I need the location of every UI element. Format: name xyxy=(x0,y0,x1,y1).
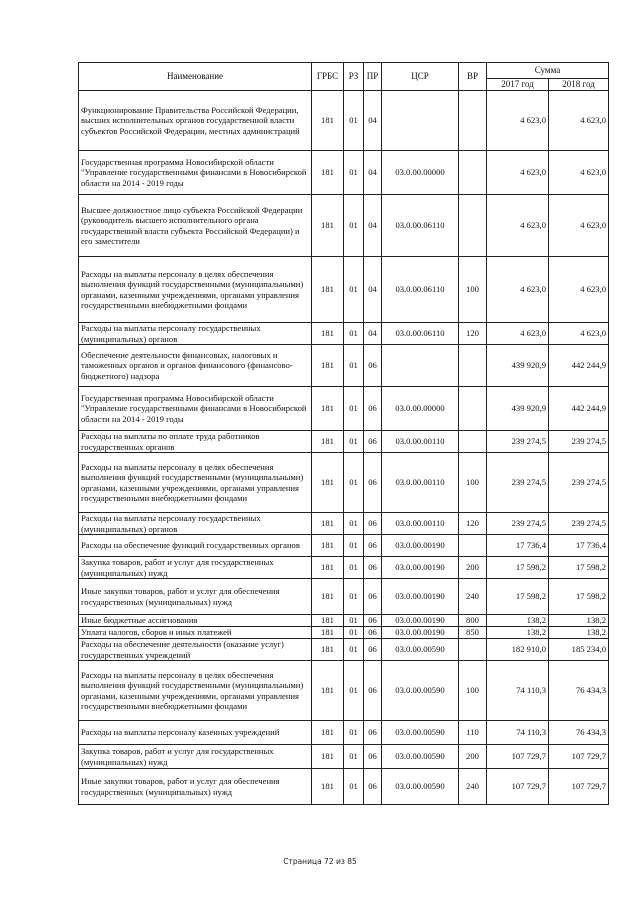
row-vr xyxy=(459,151,487,195)
row-csr: 03.0.00.00190 xyxy=(382,627,459,639)
row-vr xyxy=(459,535,487,557)
row-name: Высшее должностное лицо субъекта Российской Федерации (руководитель высшего исполнительного органа государственной власти субъекта Российской Федерации) и его заместители xyxy=(79,195,312,257)
row-csr: 03.0.00.00590 xyxy=(382,745,459,769)
row-sum-2018: 107 729,7 xyxy=(549,745,609,769)
row-pr: 06 xyxy=(364,453,382,513)
row-csr xyxy=(382,91,459,151)
row-name: Расходы на выплаты персоналу государственных (муниципальных) органов xyxy=(79,513,312,535)
row-csr: 03.0.00.00190 xyxy=(382,535,459,557)
table-row xyxy=(79,639,609,661)
row-name: Расходы на выплаты персоналу в целях обеспечения выполнения функций государственными (муниципальными) органами, казенными учреждениями, органами управления государственными внебюджетными фондами xyxy=(79,453,312,513)
row-sum-2018: 17 598,2 xyxy=(549,557,609,579)
row-sum-2018: 76 434,3 xyxy=(549,721,609,745)
row-pr: 06 xyxy=(364,387,382,431)
header-csr: ЦСР xyxy=(382,63,459,91)
row-vr: 200 xyxy=(459,557,487,579)
row-pr: 06 xyxy=(364,431,382,453)
row-vr xyxy=(459,195,487,257)
row-vr xyxy=(459,639,487,661)
row-grbs: 181 xyxy=(312,661,344,721)
row-vr: 850 xyxy=(459,627,487,639)
row-grbs: 181 xyxy=(312,769,344,805)
row-sum-2018: 442 244,9 xyxy=(549,387,609,431)
row-sum-2017: 239 274,5 xyxy=(487,513,549,535)
row-sum-2018: 17 598,2 xyxy=(549,579,609,615)
row-name: Государственная программа Новосибирской области "Управление государственными финансами в Новосибирской области на 2014 - 2019 годы xyxy=(79,151,312,195)
row-vr: 100 xyxy=(459,661,487,721)
row-csr: 03.0.00.00110 xyxy=(382,513,459,535)
row-vr: 100 xyxy=(459,257,487,323)
row-pr: 04 xyxy=(364,323,382,345)
row-name: Закупка товаров, работ и услуг для государственных (муниципальных) нужд xyxy=(79,745,312,769)
row-name: Иные закупки товаров, работ и услуг для обеспечения государственных (муниципальных) нужд xyxy=(79,769,312,805)
row-grbs: 181 xyxy=(312,323,344,345)
row-name: Расходы на выплаты по оплате труда работников государственных органов xyxy=(79,431,312,453)
header-year-2017: 2017 год xyxy=(487,79,549,91)
row-grbs: 181 xyxy=(312,579,344,615)
row-sum-2018: 17 736,4 xyxy=(549,535,609,557)
row-rz: 01 xyxy=(344,453,364,513)
row-vr: 240 xyxy=(459,579,487,615)
row-grbs: 181 xyxy=(312,345,344,387)
table-row xyxy=(79,513,609,535)
table-header xyxy=(79,63,609,91)
table-row xyxy=(79,91,609,151)
row-sum-2018: 4 623,0 xyxy=(549,257,609,323)
row-vr xyxy=(459,345,487,387)
row-sum-2018: 4 623,0 xyxy=(549,195,609,257)
row-sum-2017: 182 910,0 xyxy=(487,639,549,661)
row-grbs: 181 xyxy=(312,557,344,579)
table-row xyxy=(79,257,609,323)
row-csr: 03.0.00.00590 xyxy=(382,769,459,805)
row-vr xyxy=(459,91,487,151)
table-row xyxy=(79,557,609,579)
row-rz: 01 xyxy=(344,91,364,151)
row-csr: 03.0.00.00190 xyxy=(382,615,459,627)
row-name: Обеспечение деятельности финансовых, налоговых и таможенных органов и органов финансового (финансово-бюджетного) надзора xyxy=(79,345,312,387)
row-rz: 01 xyxy=(344,661,364,721)
page-number: Страница 72 из 85 xyxy=(283,857,357,866)
row-grbs: 181 xyxy=(312,151,344,195)
table-row xyxy=(79,431,609,453)
row-grbs: 181 xyxy=(312,535,344,557)
row-pr: 06 xyxy=(364,579,382,615)
row-grbs: 181 xyxy=(312,431,344,453)
header-sum: Сумма xyxy=(487,63,609,79)
row-sum-2018: 76 434,3 xyxy=(549,661,609,721)
row-grbs: 181 xyxy=(312,453,344,513)
row-sum-2018: 185 234,0 xyxy=(549,639,609,661)
row-rz: 01 xyxy=(344,513,364,535)
table-row xyxy=(79,579,609,615)
row-vr xyxy=(459,431,487,453)
row-name: Функционирование Правительства Российской Федерации, высших исполнительных органов государственной власти субъектов Российской Федерации, местных администраций xyxy=(79,91,312,151)
row-name: Расходы на обеспечение функций государственных органов xyxy=(79,535,312,557)
table-row xyxy=(79,453,609,513)
row-grbs: 181 xyxy=(312,745,344,769)
row-rz: 01 xyxy=(344,627,364,639)
budget-table xyxy=(78,62,609,805)
row-rz: 01 xyxy=(344,579,364,615)
row-rz: 01 xyxy=(344,323,364,345)
row-sum-2018: 4 623,0 xyxy=(549,151,609,195)
row-sum-2017: 439 920,9 xyxy=(487,387,549,431)
row-name: Иные закупки товаров, работ и услуг для обеспечения государственных (муниципальных) нужд xyxy=(79,579,312,615)
row-grbs: 181 xyxy=(312,721,344,745)
table-row xyxy=(79,745,609,769)
row-grbs: 181 xyxy=(312,627,344,639)
header-name: Наименование xyxy=(79,63,312,91)
header-vr: ВР xyxy=(459,63,487,91)
row-pr: 06 xyxy=(364,769,382,805)
row-vr xyxy=(459,387,487,431)
row-vr: 240 xyxy=(459,769,487,805)
row-sum-2017: 4 623,0 xyxy=(487,323,549,345)
table-row xyxy=(79,769,609,805)
row-csr: 03.0.00.06110 xyxy=(382,323,459,345)
row-sum-2017: 107 729,7 xyxy=(487,745,549,769)
row-csr: 03.0.00.00590 xyxy=(382,721,459,745)
row-sum-2017: 239 274,5 xyxy=(487,453,549,513)
row-pr: 04 xyxy=(364,257,382,323)
row-name: Государственная программа Новосибирской области "Управление государственными финансами в Новосибирской области на 2014 - 2019 годы xyxy=(79,387,312,431)
row-pr: 04 xyxy=(364,195,382,257)
row-pr: 06 xyxy=(364,721,382,745)
row-sum-2018: 239 274,5 xyxy=(549,453,609,513)
row-pr: 06 xyxy=(364,535,382,557)
row-grbs: 181 xyxy=(312,513,344,535)
row-csr: 03.0.00.00590 xyxy=(382,639,459,661)
row-sum-2018: 239 274,5 xyxy=(549,513,609,535)
row-rz: 01 xyxy=(344,639,364,661)
row-csr: 03.0.00.00000 xyxy=(382,387,459,431)
row-sum-2018: 138,2 xyxy=(549,627,609,639)
header-pr: ПР xyxy=(364,63,382,91)
row-name: Расходы на выплаты персоналу государственных (муниципальных) органов xyxy=(79,323,312,345)
table-row xyxy=(79,721,609,745)
row-sum-2017: 138,2 xyxy=(487,627,549,639)
row-rz: 01 xyxy=(344,535,364,557)
row-sum-2018: 138,2 xyxy=(549,615,609,627)
table-row xyxy=(79,615,609,627)
row-pr: 06 xyxy=(364,615,382,627)
table-row xyxy=(79,661,609,721)
row-name: Иные бюджетные ассигнования xyxy=(79,615,312,627)
row-grbs: 181 xyxy=(312,639,344,661)
row-sum-2017: 17 598,2 xyxy=(487,579,549,615)
row-pr: 06 xyxy=(364,639,382,661)
row-sum-2018: 4 623,0 xyxy=(549,91,609,151)
row-rz: 01 xyxy=(344,257,364,323)
row-name: Расходы на выплаты персоналу в целях обеспечения выполнения функций государственными (муниципальными) органами, казенными учреждениями, органами управления государственными внебюджетными фондами xyxy=(79,661,312,721)
row-name: Закупка товаров, работ и услуг для государственных (муниципальных) нужд xyxy=(79,557,312,579)
row-vr: 120 xyxy=(459,323,487,345)
row-grbs: 181 xyxy=(312,91,344,151)
header-grbs: ГРБС xyxy=(312,63,344,91)
row-rz: 01 xyxy=(344,557,364,579)
row-name: Расходы на выплаты персоналу в целях обеспечения выполнения функций государственными (муниципальными) органами, казенными учреждениями, органами управления государственными внебюджетными фондами xyxy=(79,257,312,323)
table-row xyxy=(79,323,609,345)
row-sum-2017: 4 623,0 xyxy=(487,151,549,195)
row-rz: 01 xyxy=(344,615,364,627)
row-rz: 01 xyxy=(344,387,364,431)
table-body xyxy=(79,91,609,805)
row-rz: 01 xyxy=(344,431,364,453)
row-vr: 800 xyxy=(459,615,487,627)
row-sum-2018: 239 274,5 xyxy=(549,431,609,453)
row-csr: 03.0.00.06110 xyxy=(382,257,459,323)
header-rz: РЗ xyxy=(344,63,364,91)
row-csr: 03.0.00.00110 xyxy=(382,453,459,513)
row-pr: 06 xyxy=(364,513,382,535)
row-sum-2017: 107 729,7 xyxy=(487,769,549,805)
row-pr: 04 xyxy=(364,151,382,195)
table-row xyxy=(79,195,609,257)
row-csr: 03.0.00.00590 xyxy=(382,661,459,721)
row-sum-2017: 17 736,4 xyxy=(487,535,549,557)
row-grbs: 181 xyxy=(312,387,344,431)
row-sum-2017: 4 623,0 xyxy=(487,195,549,257)
row-sum-2017: 239 274,5 xyxy=(487,431,549,453)
row-vr: 200 xyxy=(459,745,487,769)
row-sum-2017: 439 920,9 xyxy=(487,345,549,387)
table-row xyxy=(79,151,609,195)
row-pr: 06 xyxy=(364,557,382,579)
row-sum-2017: 4 623,0 xyxy=(487,257,549,323)
row-pr: 06 xyxy=(364,661,382,721)
row-sum-2018: 107 729,7 xyxy=(549,769,609,805)
row-rz: 01 xyxy=(344,721,364,745)
row-sum-2017: 4 623,0 xyxy=(487,91,549,151)
row-sum-2017: 74 110,3 xyxy=(487,661,549,721)
row-grbs: 181 xyxy=(312,195,344,257)
row-rz: 01 xyxy=(344,745,364,769)
row-sum-2018: 4 623,0 xyxy=(549,323,609,345)
row-csr: 03.0.00.06110 xyxy=(382,195,459,257)
row-name: Расходы на обеспечение деятельности (оказание услуг) государственных учреждений xyxy=(79,639,312,661)
row-grbs: 181 xyxy=(312,615,344,627)
row-sum-2017: 74 110,3 xyxy=(487,721,549,745)
row-name: Расходы на выплаты персоналу казенных учреждений xyxy=(79,721,312,745)
row-sum-2018: 442 244,9 xyxy=(549,345,609,387)
header-year-2018: 2018 год xyxy=(549,79,609,91)
row-rz: 01 xyxy=(344,345,364,387)
row-csr: 03.0.00.00110 xyxy=(382,431,459,453)
row-name: Уплата налогов, сборов и иных платежей xyxy=(79,627,312,639)
row-pr: 06 xyxy=(364,627,382,639)
row-rz: 01 xyxy=(344,769,364,805)
table-row xyxy=(79,627,609,639)
row-pr: 06 xyxy=(364,345,382,387)
row-sum-2017: 138,2 xyxy=(487,615,549,627)
row-vr: 100 xyxy=(459,453,487,513)
table-row xyxy=(79,535,609,557)
row-csr: 03.0.00.00000 xyxy=(382,151,459,195)
row-csr: 03.0.00.00190 xyxy=(382,579,459,615)
row-pr: 06 xyxy=(364,745,382,769)
row-csr: 03.0.00.00190 xyxy=(382,557,459,579)
row-rz: 01 xyxy=(344,195,364,257)
row-pr: 04 xyxy=(364,91,382,151)
row-rz: 01 xyxy=(344,151,364,195)
row-grbs: 181 xyxy=(312,257,344,323)
row-vr: 120 xyxy=(459,513,487,535)
row-sum-2017: 17 598,2 xyxy=(487,557,549,579)
row-csr xyxy=(382,345,459,387)
table-row xyxy=(79,387,609,431)
row-vr: 110 xyxy=(459,721,487,745)
table-row xyxy=(79,345,609,387)
